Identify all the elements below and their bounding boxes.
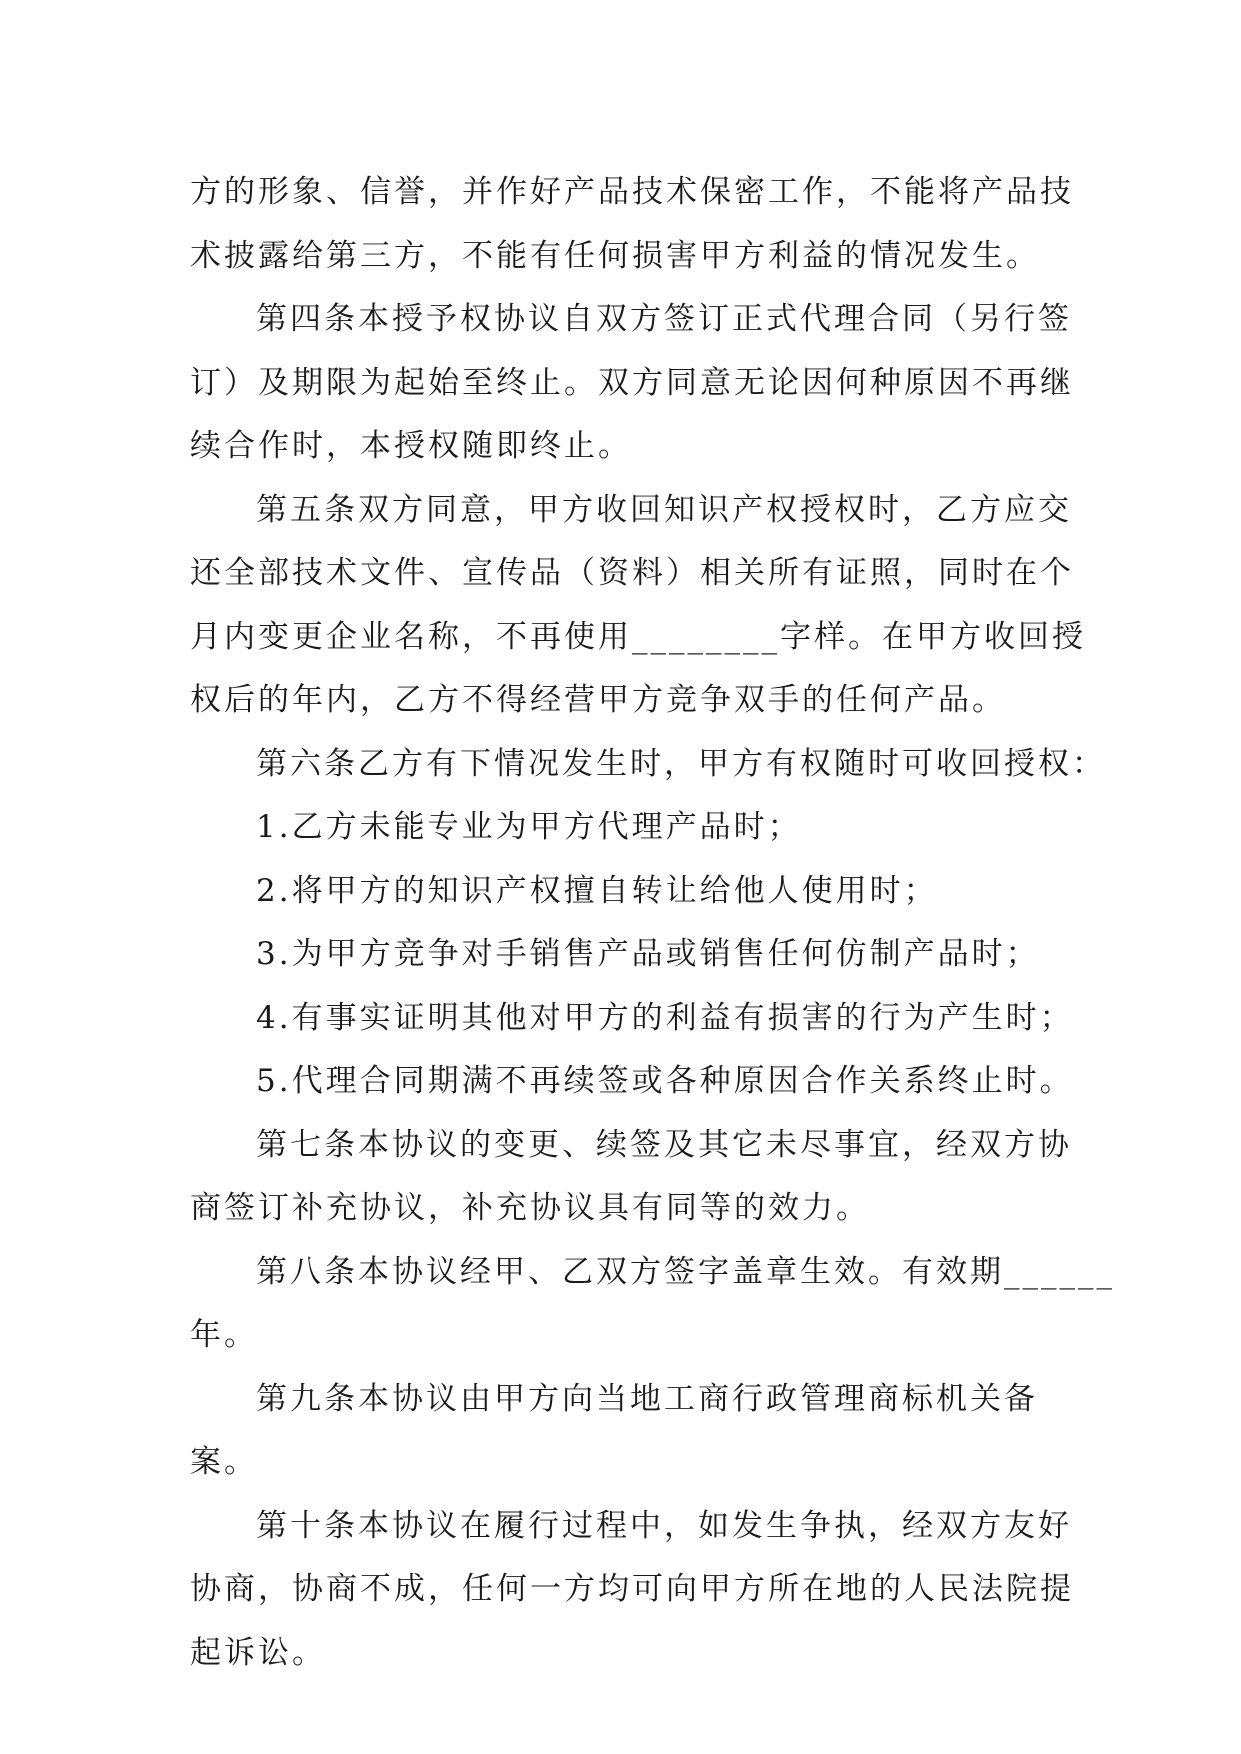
- text-line: 协商，协商不成，任何一方均可向甲方所在地的人民法院提: [190, 1571, 1074, 1607]
- article-8-line: 第八条本协议经甲、乙双方签字盖章生效。有效期______: [256, 1253, 1115, 1290]
- text-line: 方的形象、信誉，并作好产品技术保密工作，不能将产品技: [190, 174, 1074, 210]
- article-7-line: 第七条本协议的变更、续签及其它未尽事宜，经双方协: [256, 1126, 1072, 1163]
- text-line: 案。: [190, 1444, 258, 1480]
- list-item-2: 2.将甲方的知识产权擅自转让给他人使用时；: [256, 872, 938, 909]
- text-line: 续合作时，本授权随即终止。: [190, 428, 632, 464]
- article-6-line: 第六条乙方有下情况发生时，甲方有权随时可收回授权：: [256, 745, 1106, 782]
- text-line: 还全部技术文件、宣传品（资料）相关所有证照，同时在个: [190, 555, 1074, 591]
- text-line: 权后的年内，乙方不得经营甲方竞争双手的任何产品。: [190, 682, 1006, 718]
- article-5-line: 第五条双方同意，甲方收回知识产权授权时，乙方应交: [256, 491, 1072, 528]
- article-10-line: 第十条本协议在履行过程中，如发生争执，经双方友好: [256, 1507, 1072, 1544]
- text-line: 商签订补充协议，补充协议具有同等的效力。: [190, 1190, 870, 1226]
- list-item-4: 4.有事实证明其他对甲方的利益有损害的行为产生时；: [256, 999, 1074, 1036]
- text-line: 月内变更企业名称，不再使用________字样。在甲方收回授: [190, 618, 1086, 655]
- list-item-5: 5.代理合同期满不再续签或各种原因合作关系终止时。: [256, 1063, 1074, 1099]
- list-item-1: 1.乙方未能专业为甲方代理产品时；: [256, 809, 802, 845]
- text-line: 订）及期限为起始至终止。双方同意无论因何种原因不再继: [190, 364, 1074, 401]
- document-body: [190, 161, 1115, 1685]
- text-line: 年。: [190, 1317, 258, 1353]
- text-line: 起诉讼。: [190, 1634, 326, 1671]
- article-9-line: 第九条本协议由甲方向当地工商行政管理商标机关备: [256, 1380, 1038, 1417]
- list-item-3: 3.为甲方竞争对手销售产品或销售任何仿制产品时；: [256, 936, 1040, 972]
- article-4-line: 第四条本授予权协议自双方签订正式代理合同（另行签: [256, 301, 1072, 337]
- text-line: 术披露给第三方，不能有任何损害甲方利益的情况发生。: [190, 237, 1040, 274]
